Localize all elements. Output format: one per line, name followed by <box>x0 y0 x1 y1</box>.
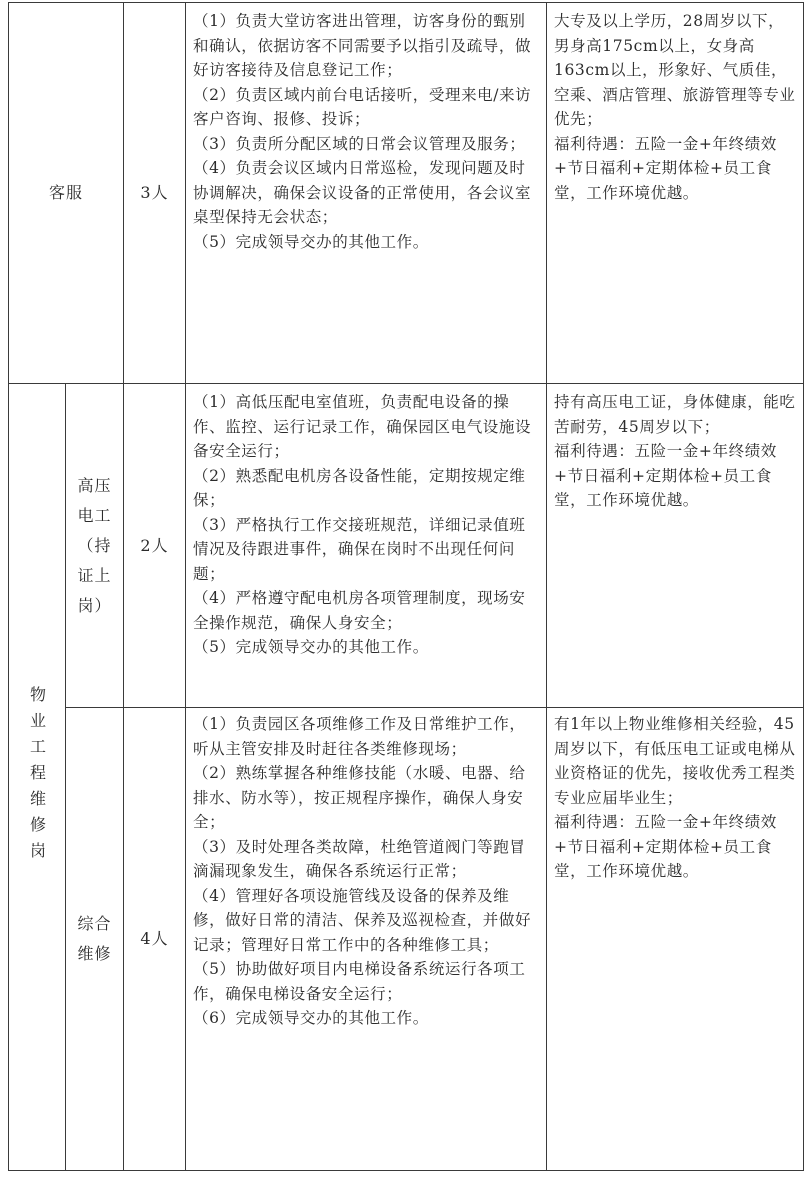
position-title: 高压电工（持证上岗） <box>77 475 112 615</box>
requirement-item: 福利待遇：五险一金+年终绩效+节日福利+定期体检+员工食堂，工作环境优越。 <box>554 813 777 880</box>
headcount: 3人 <box>140 183 169 202</box>
table-border-bottom <box>8 1170 804 1171</box>
duty-item: （5）完成领导交办的其他工作。 <box>193 232 429 251</box>
headcount: 4人 <box>140 929 169 948</box>
duties-cell-kefu <box>193 9 541 254</box>
table-border-right <box>803 2 804 1170</box>
requirements-cell-kefu <box>554 9 798 205</box>
position-cell-maintenance <box>66 708 123 1170</box>
headcount-cell-electrician <box>124 384 185 707</box>
requirement-item: 福利待遇：五险一金+年终绩效+节日福利+定期体检+员工食堂，工作环境优越。 <box>554 442 777 509</box>
duty-item: （5）完成领导交办的其他工作。 <box>193 638 429 656</box>
requirement-item: 福利待遇：五险一金+年终绩效+节日福利+定期体检+员工食堂，工作环境优越。 <box>554 134 777 202</box>
duty-item: （3）负责所分配区域的日常会议管理及服务； <box>193 134 526 153</box>
requirement-item: 大专及以上学历，28周岁以下，男身高175cm以上，女身高163cm以上，形象好、气质佳，空乘、酒店管理、旅游管理等专业优先； <box>554 12 796 128</box>
duty-item: （4）管理好各项设施管线及设备的保养及维修，做好日常的清洁、保养及巡视检查，并做好记录；管理好日常工作中的各种维修工具； <box>193 886 532 954</box>
requirements-cell-maintenance <box>554 712 798 884</box>
col-divider-requirements <box>546 2 547 1170</box>
duty-item: （4）严格遵守配电机房各项管理制度，现场安全操作规范，确保人身安全； <box>193 589 526 632</box>
duty-item: （4）负责会议区域内日常巡检，发现问题及时协调解决，确保会议设备的正常使用，各会议室桌型保持无会状态； <box>193 159 532 226</box>
requirement-item: 持有高压电工证，身体健康，能吃苦耐劳，45周岁以下； <box>554 393 796 436</box>
position-cell-electrician <box>66 384 123 707</box>
headcount-cell-maintenance <box>124 708 185 1170</box>
position-title: 客服 <box>48 183 83 202</box>
duty-item: （3）及时处理各类故障，杜绝管道阀门等跑冒滴漏现象发生，确保各系统运行正常； <box>193 837 526 880</box>
requirements-cell-electrician <box>554 390 798 513</box>
duty-item: （2）熟悉配电机房各设备性能，定期按规定维保； <box>193 466 526 509</box>
col-divider-duties <box>185 2 186 1170</box>
duty-item: （2）负责区域内前台电话接听，受理来电/来访客户咨询、报修、投诉； <box>193 85 532 128</box>
duty-item: （6）完成领导交办的其他工作。 <box>193 1009 429 1027</box>
duty-item: （1）负责大堂访客进出管理，访客身份的甄别和确认，依据访客不同需要予以指引及疏导，做好访客接待及信息登记工作； <box>193 12 532 79</box>
duty-item: （1）负责园区各项维修工作及日常维护工作，听从主管安排及时赶往各类维修现场； <box>193 715 526 758</box>
duty-item: （2）熟练掌握各种维修技能（水暖、电器、给排水、防水等），按正规程序操作，确保人身安全； <box>193 764 526 831</box>
position-title: 综合维修 <box>77 914 112 963</box>
duty-item: （5）协助做好项目内电梯设备系统运行各项工作，确保电梯设备安全运行； <box>193 960 526 1003</box>
headcount-cell-kefu <box>124 3 185 383</box>
requirement-item: 有1年以上物业维修相关经验，45周岁以下，有低压电工证或电梯从业资格证的优先，接收优秀工程类专业应届毕业生； <box>554 715 796 807</box>
duties-cell-maintenance <box>193 712 541 1031</box>
duties-cell-electrician <box>193 390 541 660</box>
headcount: 2人 <box>140 535 169 555</box>
category-title: 物业工程维修岗 <box>27 686 47 868</box>
duty-item: （3）严格执行工作交接班规范，详细记录值班情况及待跟进事件，确保在岗时不出现任何问题； <box>193 515 526 583</box>
duty-item: （1）高低压配电室值班，负责配电设备的操作、监控、运行记录工作，确保园区电气设施设备安全运行； <box>193 393 532 460</box>
position-cell-kefu <box>9 3 123 383</box>
category-cell <box>9 384 65 1170</box>
